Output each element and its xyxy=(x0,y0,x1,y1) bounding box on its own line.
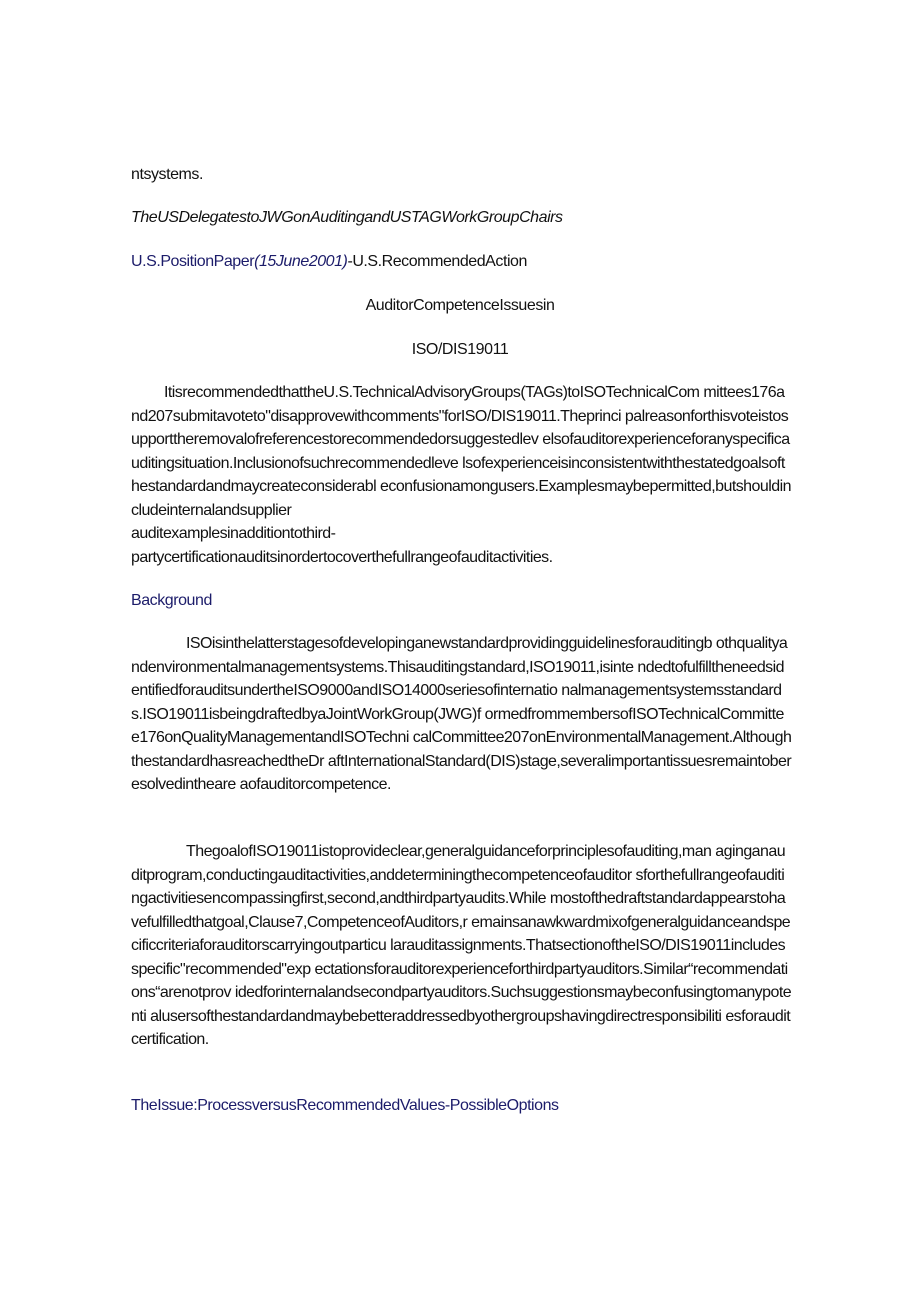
background-paragraph-1: ISOisinthelatterstagesofdevelopinganewstandardprovidingguidelinesforauditingb othqualityandenvironmentalmanagementsystems.Thisauditingstandard,ISO19011,isinte ndedtofulfilltheneedsidentifiedforauditsundertheISO9000andISO14000seriesofinternatio nalmanagementsystemsstandards.ISO19011isbeingdraftedbyaJointWorkGroup(JWG)f ormedfrommembersofISOTechnicalCommittee176onQualityManagementandISOTechni calCommittee207onEnvironmentalManagement.AlthoughthestandardhasreachedtheDr aftInternationalStandard(DIS)stage,severalimportantissuesremaintoberesolvedintheare aofauditorcompetence. xyxy=(131,635,792,793)
position-paper-label: U.S.PositionPaper xyxy=(131,253,255,270)
background-paragraph-2: ThegoalofISO19011istoprovideclear,generalguidanceforprinciplesofauditing,man aginganauditprogram,conductingauditactivities,anddeterminingthecompetenceofauditor sforthefullrangeofauditingactivitiesencompassingfirst,second,andthirdpartyaudits.While mostofthedraftstandardappearstohavefulfilledthatgoal,Clause7,CompetenceofAuditors,r emainsanawkwardmixofgeneralguidanceandspecificcriteriaforauditorscarryingoutparticu larauditassignments.ThatsectionoftheISO/DIS19011includesspecific"recommended"exp ectationsforauditorexperienceforthirdpartyauditors.Similar“recommendations“arenotprov idedforinternalandsecondpartyauditors.Suchsuggestionsmaybeconfusingtomanypotenti alusersofthestandardandmaybebetteraddressedbyothergroupshavingdirectresponsibiliti esforauditcertification. xyxy=(131,843,792,1048)
issue-heading: TheIssue:ProcessversusRecommendedValues-PossibleOptions xyxy=(131,1097,559,1114)
title-line-1: AuditorCompetenceIssuesin xyxy=(365,297,555,314)
position-paper-date: (15June2001) xyxy=(254,253,348,270)
background-heading: Background xyxy=(131,592,212,609)
attribution-line: TheUSDelegatestoJWGonAuditingandUSTAGWorkGroupChairs xyxy=(131,209,563,226)
position-paper-action: -U.S.RecommendedAction xyxy=(347,253,527,270)
recommendation-paragraph: ItisrecommendedthattheU.S.TechnicalAdvisoryGroups(TAGs)toISOTechnicalCom mittees176and207submitavoteto"disapprovewithcomments"forISO/DIS19011.Theprinci palreasonforthisvoteistosupporttheremovalofreferencestorecommendedorsuggestedlev elsofauditorexperienceforanyspecificauditingsituation.Inclusionofsuchrecommendedleve lsofexperienceisinconsistentwiththestatedgoalsofthestandardandmaycreateconsiderabl econfusionamongusers.Examplesmaybepermitted,butshouldincludeinternalandsupplier auditexamplesinadditiontothird- partycertificationauditsinordertocoverthefullrangeofauditactivities. xyxy=(131,384,791,566)
continued-text-fragment: ntsystems. xyxy=(131,166,203,183)
title-line-2: ISO/DIS19011 xyxy=(411,341,509,358)
position-paper-line xyxy=(131,252,792,272)
